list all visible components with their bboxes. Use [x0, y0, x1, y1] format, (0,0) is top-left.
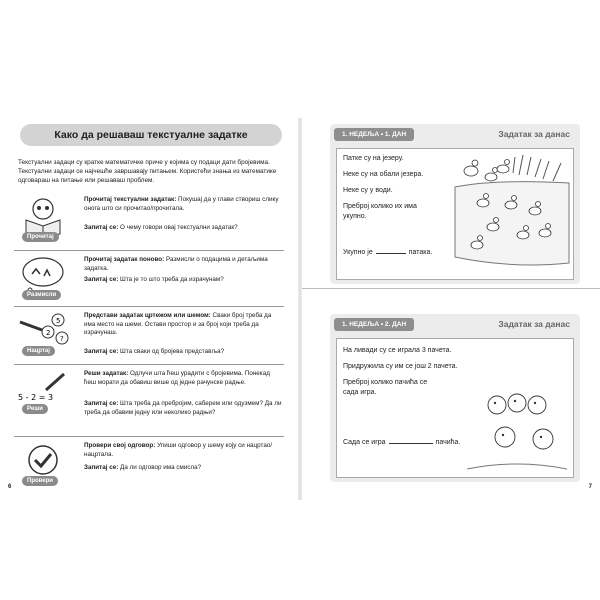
problem-line: Преброј колико пачића се	[343, 379, 428, 386]
card-header: 1. НЕДЕЉА • 2. ДАН	[334, 318, 414, 331]
step-text: Сваки број треба да има место на шеми. Остави простор и за број који треба да израчунаш.	[84, 312, 272, 337]
step-label-check: Провери	[22, 476, 58, 486]
step-label-solve: Реши	[22, 404, 48, 414]
answer-prefix: Сада се игра	[343, 439, 386, 446]
answer-suffix: патака.	[408, 249, 433, 256]
answer-blank[interactable]	[389, 443, 433, 444]
step-draw	[14, 308, 284, 365]
page-number-left: 6	[8, 484, 12, 490]
task-card-day2	[330, 314, 580, 482]
step-text: Одлучи шта ћеш урадити с бројевима. Понекад ћеш морати да обавиш више од једне рачунске радње.	[84, 370, 270, 386]
ask-label: Запитај се:	[84, 348, 119, 355]
ducklings-illustration	[467, 389, 567, 475]
ask-label: Запитај се:	[84, 224, 119, 231]
step-label-think: Размисли	[22, 290, 61, 300]
step-check	[14, 438, 284, 490]
step-read	[14, 192, 284, 251]
answer-line	[343, 439, 460, 446]
divider	[302, 288, 600, 289]
problem-line: Неке су на обали језера.	[343, 171, 424, 178]
step-think	[14, 252, 284, 307]
problem-line: Патке су на језеру.	[343, 155, 404, 162]
ask-label: Запитај се:	[84, 400, 119, 407]
ask-question: Да ли одговор има смисла?	[118, 464, 202, 471]
step-head: Провери свој одговор:	[84, 442, 156, 449]
right-page	[302, 118, 600, 500]
step-label-draw: Нацртај	[22, 346, 55, 356]
problem-line: сада игра.	[343, 389, 377, 396]
bubble-number: ?	[60, 335, 64, 343]
task-title: Задатак за данас	[498, 129, 570, 139]
problem-line: На ливади су се играла 3 пачета.	[343, 347, 452, 354]
ask-label: Запитај се:	[84, 464, 119, 471]
bubble-number: 5	[56, 317, 61, 325]
step-label-read: Прочитај	[22, 232, 59, 242]
problem-line: Преброј колико их има	[343, 203, 417, 210]
ask-question: Шта сваки од бројева представља?	[118, 348, 225, 355]
ask-question: Шта је то што треба да израчунам?	[118, 276, 224, 283]
equation-text: 5 - 2 = 3	[18, 393, 54, 402]
intro-paragraph-2: Текстуални задаци се најчешће завршавају питањем. Користећи знања из математике одговараш на питање или решаваш проблем.	[18, 168, 277, 184]
step-text: Размисли о подацима и детаљима задатка.	[84, 256, 268, 272]
ask-question: О чему говори овај текстуални задатак?	[118, 224, 238, 231]
ducks-on-lake-illustration	[453, 153, 571, 273]
step-text: Покушај да у глави створиш слику онога што си прочитао/прочитала.	[84, 196, 279, 212]
task-card-day1	[330, 124, 580, 284]
step-head: Реши задатак:	[84, 370, 129, 377]
ask-question: Шта треба да пребројим, саберем или одузмем? Да ли треба да обавим једну или неколико радњи?	[84, 400, 282, 416]
answer-prefix: Укупно је	[343, 249, 373, 256]
bubble-number: 2	[46, 329, 51, 337]
page-title: Како да решаваш текстуалне задатке	[20, 124, 282, 146]
answer-line	[343, 249, 432, 256]
step-solve	[14, 366, 284, 437]
problem-line: Неке су у води.	[343, 187, 393, 194]
step-text: Упиши одговор у шему коју си нацртао/нацртала.	[84, 442, 273, 458]
left-page	[0, 118, 298, 500]
ask-label: Запитај се:	[84, 276, 119, 283]
card-header: 1. НЕДЕЉА • 1. ДАН	[334, 128, 414, 141]
answer-suffix: пачића.	[435, 439, 461, 446]
answer-blank[interactable]	[376, 253, 406, 254]
page-number-right: 7	[588, 484, 592, 490]
intro-paragraph-1: Текстуални задаци су кратке математичке приче у којима су подаци дати бројевима.	[18, 159, 270, 166]
intro-text	[18, 158, 284, 185]
step-head: Прочитај текстуални задатак:	[84, 196, 177, 203]
step-head: Прочитај задатак поново:	[84, 256, 165, 263]
step-head: Представи задатак цртежом или шемом:	[84, 312, 211, 319]
problem-line: Придружила су им се још 2 пачета.	[343, 363, 458, 370]
problem-line: укупно.	[343, 213, 367, 220]
task-title: Задатак за данас	[498, 319, 570, 329]
